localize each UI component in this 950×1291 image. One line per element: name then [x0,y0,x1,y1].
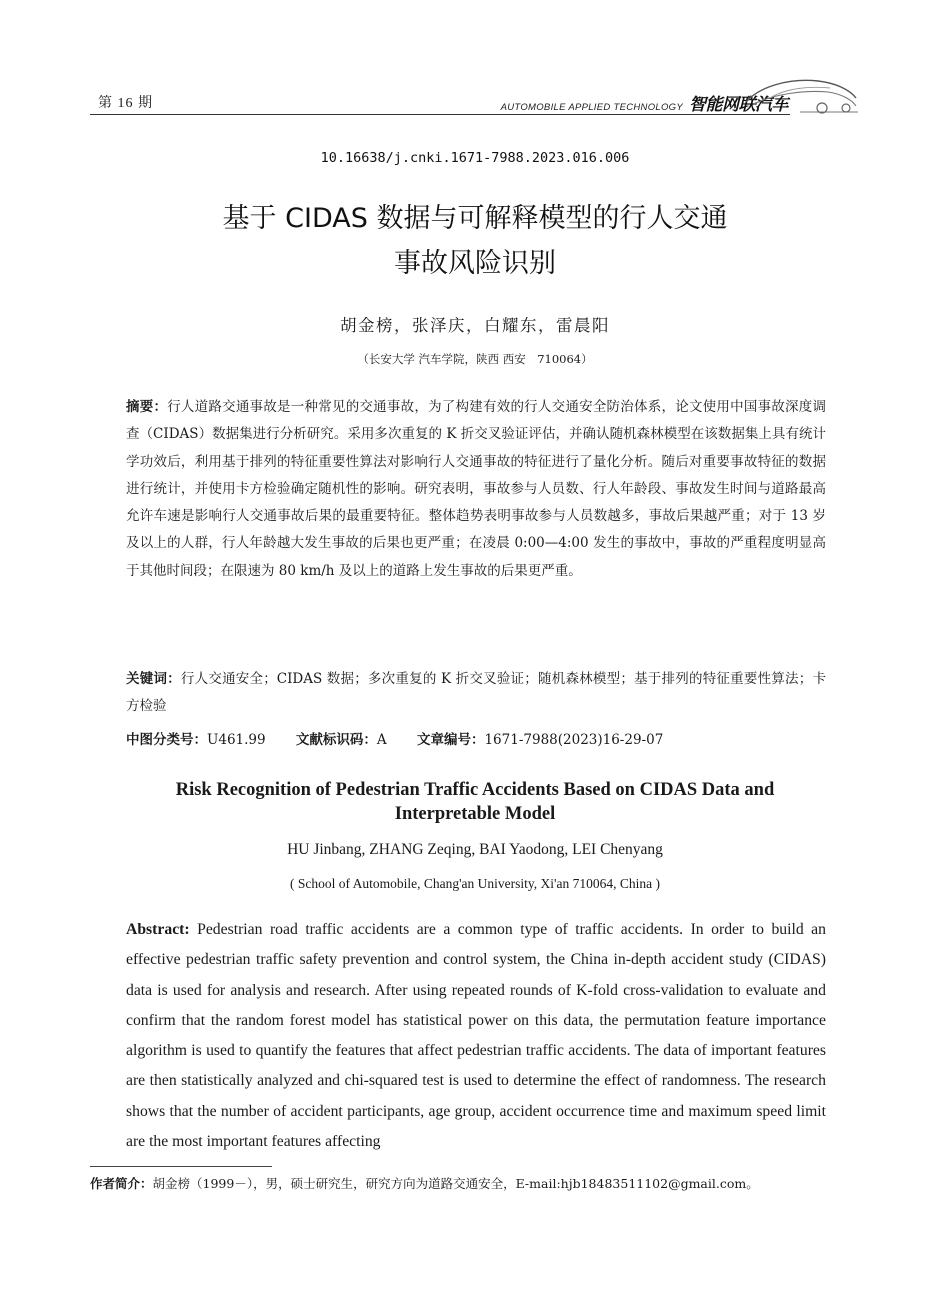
affiliation-cn: （长安大学 汽车学院，陕西 西安 710064） [357,352,593,366]
keywords-cn-text: 行人交通安全；CIDAS 数据；多次重复的 K 折交叉验证；随机森林模型；基于排列的特征重要性算法；卡方检验 [126,671,826,714]
abstract-cn [126,394,826,585]
footnote-text: 胡金榜（1999－），男，硕士研究生，研究方向为道路交通安全，E-mail:hjb18483511102@gmail.com。 [152,1176,759,1191]
title-en-line2: Interpretable Model [394,804,556,824]
abstract-en-label: Abstract: [126,921,190,938]
affiliation-en: ( School of Automobile, Chang'an University, Xi'an 710064, China ) [290,876,660,891]
authors-cn: 胡金榜，张泽庆，白耀东，雷晨阳 [340,316,610,335]
authors-en: HU Jinbang, ZHANG Zeqing, BAI Yaodong, LEI Chenyang [287,841,663,858]
abstract-en-text: Pedestrian road traffic accidents are a common type of traffic accidents. In order to build an effective pedestrian traffic safety prevention and control system, the China in-depth accident study (CIDAS) data is used for analysis and research. After using repeated rounds of K-fold cross-validation to evaluate and confirm that the random forest model has statistical power on this data, the permutation feature importance algorithm is used to quantify the features that affect pedestrian traffic accidents. The data of important features are then statistically analyzed and chi-squared test is used to determine the effect of randomness. The research shows that the number of accident participants, age group, accident occurrence time and maximum speed limit are the most important features affecting [126,921,826,1151]
article-number: 文章编号：1671-7988(2023)16-29-07 [416,732,664,748]
running-header [90,78,860,116]
car-silhouette-icon [740,72,860,120]
journal-name-cn: 智能网联汽车 [689,95,788,114]
title-en-line1: Risk Recognition of Pedestrian Traffic Accidents Based on CIDAS Data and [175,780,775,800]
doi: 10.16638/j.cnki.1671-7988.2023.016.006 [320,150,630,166]
title-cn-line2: 事故风险识别 [394,248,556,279]
journal-name-en: AUTOMOBILE APPLIED TECHNOLOGY [500,102,683,113]
header-rule [90,114,790,115]
title-cn-line1: 基于 CIDAS 数据与可解释模型的行人交通 [222,203,728,234]
footnote-label: 作者简介： [90,1176,153,1191]
clc-number: 中图分类号：U461.99 [126,732,266,748]
classification-line [126,728,826,748]
title-cn [0,196,950,286]
title-en [0,778,950,826]
abstract-en [126,915,826,1157]
abstract-cn-label: 摘要： [126,399,168,415]
abstract-cn-text: 行人道路交通事故是一种常见的交通事故，为了构建有效的行人交通安全防治体系，论文使用中国事故深度调查（CIDAS）数据集进行分析研究。采用多次重复的 K 折交叉验证评估，并确认随机森林模型在该数据集上具有统计学功效后，利用基于排列的特征重要性算法对影响行人交通事故的特征进行了量化分析。随后对重要事故特征的数据进行统计，并使用卡方检验确定随机性的影响。研究表明，事故参与人员数、行人年龄段、事故发生时间与道路最高允许车速是影响行人交通事故后果的最重要特征。整体趋势表明事故参与人员数越多，事故后果越严重；对于 13 岁及以上的人群，行人年龄越大发生事故的后果也更严重；在凌晨 0:00—4:00 发生的事故中，事故的严重程度明显高于其他时间段；在限速为 80 km/h 及以上的道路上发生事故的后果更严重。 [126,399,827,579]
keywords-cn [126,666,826,720]
author-footnote [90,1174,870,1192]
footnote-rule [90,1166,272,1167]
issue-number: 第 16 期 [98,96,153,111]
document-code: 文献标识码：A [295,732,387,748]
keywords-cn-label: 关键词： [126,671,181,687]
